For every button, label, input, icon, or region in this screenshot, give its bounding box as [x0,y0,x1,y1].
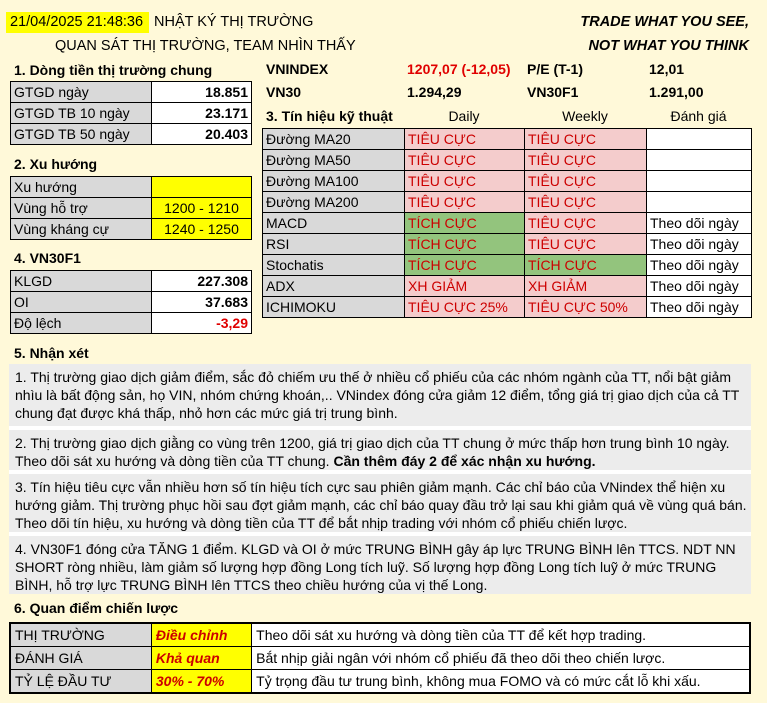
comment-2-highlight: Cần thêm đáy 2 để xác nhận xu hướng. [333,453,596,469]
daily-signal: TÍCH CỰC [405,213,525,234]
indicator-name: Đường MA200 [263,192,405,213]
table-row [263,276,752,297]
table-row [10,647,750,670]
evaluation [647,150,752,171]
row-label: Độ lệch [11,313,152,334]
weekly-signal: TIÊU CỰC [525,129,647,150]
row-label: GTGD TB 50 ngày [11,124,152,145]
trend-table [10,176,252,240]
daily-signal: TIÊU CỰC [405,150,525,171]
row-value: 37.683 [152,292,252,313]
weekly-signal: XH GIẢM [525,276,647,297]
daily-signal: TÍCH CỰC [405,234,525,255]
table-row [11,198,252,219]
table-row [11,271,252,292]
vn30f1-table [10,270,252,334]
evaluation [647,192,752,213]
indicator-name: MACD [263,213,405,234]
daily-signal: TÍCH CỰC [405,255,525,276]
evaluation: Theo dõi ngày [647,213,752,234]
table-row [11,292,252,313]
section-5-title: 5. Nhận xét [14,345,89,361]
table-row [263,150,752,171]
weekly-signal: TIÊU CỰC [525,150,647,171]
strategy-table [9,622,751,694]
section-4-title: 4. VN30F1 [14,250,81,266]
strategy-description: Tỷ trọng đầu tư trung bình, không mua FOMO và có mức cắt lỗ khi xấu. [252,670,750,694]
report-datetime: 21/04/2025 21:48:36 [6,12,149,33]
row-label: Vùng hỗ trợ [11,198,152,219]
section-6-title: 6. Quan điểm chiến lược [14,600,179,616]
daily-signal: XH GIẢM [405,276,525,297]
row-value: 23.171 [152,103,252,124]
strategy-description: Bắt nhịp giải ngân với nhóm cổ phiếu đã theo dõi theo chiến lược. [252,647,750,670]
strategy-value: Khả quan [151,647,251,670]
support-zone: 1200 - 1210 [152,198,252,219]
row-label: Vùng kháng cự [11,219,152,240]
daily-signal: TIÊU CỰC [405,129,525,150]
row-label: GTGD TB 10 ngày [11,103,152,124]
weekly-signal: TIÊU CỰC 50% [525,297,647,318]
comment-3: 3. Tín hiệu tiêu cực vẫn nhiều hơn số tín hiệu tích cực sau phiên giảm mạnh. Các chỉ báo của VNindex thể hiện xu hướng giảm. Thị trường phục hồi sau đợt giảm mạnh, các chỉ báo quay đầu trở lại sau khi giảm quá về vùng quá bán. Theo dõi tín hiệu, xu hướng và dòng tiền của TT để bắt nhịp trading với nhóm cổ phiếu chiến lược. [9,474,751,532]
table-row [266,58,736,81]
indicator-name: ADX [263,276,405,297]
daily-signal: TIÊU CỰC [405,192,525,213]
table-row [263,213,752,234]
row-value: 20.403 [152,124,252,145]
evaluation: Theo dõi ngày [647,276,752,297]
row-label: OI [11,292,152,313]
pe-value: 12,01 [649,61,685,77]
pe-label: P/E (T-1) [527,61,584,77]
indicator-name: Đường MA50 [263,150,405,171]
vnindex-value: 1207,07 (-12,05) [407,61,511,77]
comment-2-text: 2. Thị trường giao dịch giằng co vùng trên 1200, giá trị giao dịch của TT chung ở mức thấp hơn trung bình 10 ngày. Theo dõi sát xu hướng và dòng tiền của TT chung. [15,435,730,469]
strategy-label: TỶ LỆ ĐẦU TƯ [10,670,151,694]
vn30f1-label: VN30F1 [527,84,579,100]
evaluation: Theo dõi ngày [647,297,752,318]
evaluation: Theo dõi ngày [647,234,752,255]
table-row [11,219,252,240]
col-daily-header: Daily [448,108,480,124]
row-value: 227.308 [152,271,252,292]
strategy-value: 30% - 70% [151,670,251,694]
indicator-name: ICHIMOKU [263,297,405,318]
weekly-signal: TIÊU CỰC [525,213,647,234]
weekly-signal: TIÊU CỰC [525,234,647,255]
strategy-label: ĐÁNH GIÁ [10,647,151,670]
table-row [11,177,252,198]
row-label: GTGD ngày [11,82,152,103]
table-row [263,255,752,276]
indicator-name: Stochatis [263,255,405,276]
daily-signal: TIÊU CỰC [405,171,525,192]
table-row [263,171,752,192]
row-label: Xu hướng [11,177,152,198]
weekly-signal: TIÊU CỰC [525,192,647,213]
report-title: NHẬT KÝ THỊ TRƯỜNG [154,14,314,30]
strategy-description: Theo dõi sát xu hướng và dòng tiền của TT để kết hợp trading. [252,623,750,647]
comment-1: 1. Thị trường giao dịch giảm điểm, sắc đỏ chiếm ưu thế ở nhiều cổ phiếu của các nhóm ngành của TT, nổi bật giảm nhìu là bất động sản, họ VIN, nhóm chứng khoán,.. VNindex đóng cửa giảm 12 điểm, tổng giá trị giao dịch của cả TT chung đạt được khá thấp, nhỏ hơn các mức giá trị trung bình. [9,364,751,426]
evaluation: Theo dõi ngày [647,255,752,276]
evaluation [647,129,752,150]
section-3-title: 3. Tín hiệu kỹ thuật [266,108,393,124]
daily-signal: TIÊU CỰC 25% [405,297,525,318]
comment-2 [9,430,751,470]
resistance-zone: 1240 - 1250 [152,219,252,240]
table-row [11,313,252,334]
slogan-line-1: TRADE WHAT YOU SEE, [580,14,749,30]
slogan-line-2: NOT WHAT YOU THINK [588,38,749,54]
vnindex-label: VNINDEX [266,61,329,77]
row-value [152,177,252,198]
table-row [11,82,252,103]
strategy-value: Điều chỉnh [151,623,251,647]
col-eval-header: Đánh giá [670,108,727,124]
table-row [263,234,752,255]
report-subtitle: QUAN SÁT THỊ TRƯỜNG, TEAM NHÌN THẤY [55,38,356,54]
row-value: -3,29 [152,313,252,334]
indicator-name: Đường MA100 [263,171,405,192]
col-weekly-header: Weekly [562,108,608,124]
table-row [10,623,750,647]
cashflow-table [10,81,252,145]
table-row [10,670,750,694]
strategy-label: THỊ TRƯỜNG [10,623,151,647]
table-row [263,192,752,213]
section-1-title: 1. Dòng tiền thị trường chung [14,62,213,78]
vn30f1-value: 1.291,00 [649,84,704,100]
table-row [266,81,736,104]
vn30-label: VN30 [266,84,302,100]
section-2-title: 2. Xu hướng [14,156,98,172]
market-index-table [266,58,736,104]
indicator-name: Đường MA20 [263,129,405,150]
table-row [263,129,752,150]
table-row [11,124,252,145]
table-row [11,103,252,124]
row-label: KLGD [11,271,152,292]
indicator-name: RSI [263,234,405,255]
table-row [263,297,752,318]
weekly-signal: TÍCH CỰC [525,255,647,276]
row-value: 18.851 [152,82,252,103]
comment-4: 4. VN30F1 đóng cửa TĂNG 1 điểm. KLGD và OI ở mức TRUNG BÌNH gây áp lực TRUNG BÌNH lên TTCS. NDT NN SHORT ròng nhiều, làm giảm số lượng hợp đồng Long tích luỹ. Số lượng hợp đồng Long tích luỹ ở mức TRUNG BÌNH, hỗ trợ lực TRUNG BÌNH lên TTCS theo chiều hướng của vị thế Long. [9,536,751,594]
technical-signal-table [262,128,752,318]
vn30-value: 1.294,29 [407,84,462,100]
evaluation [647,171,752,192]
weekly-signal: TIÊU CỰC [525,171,647,192]
